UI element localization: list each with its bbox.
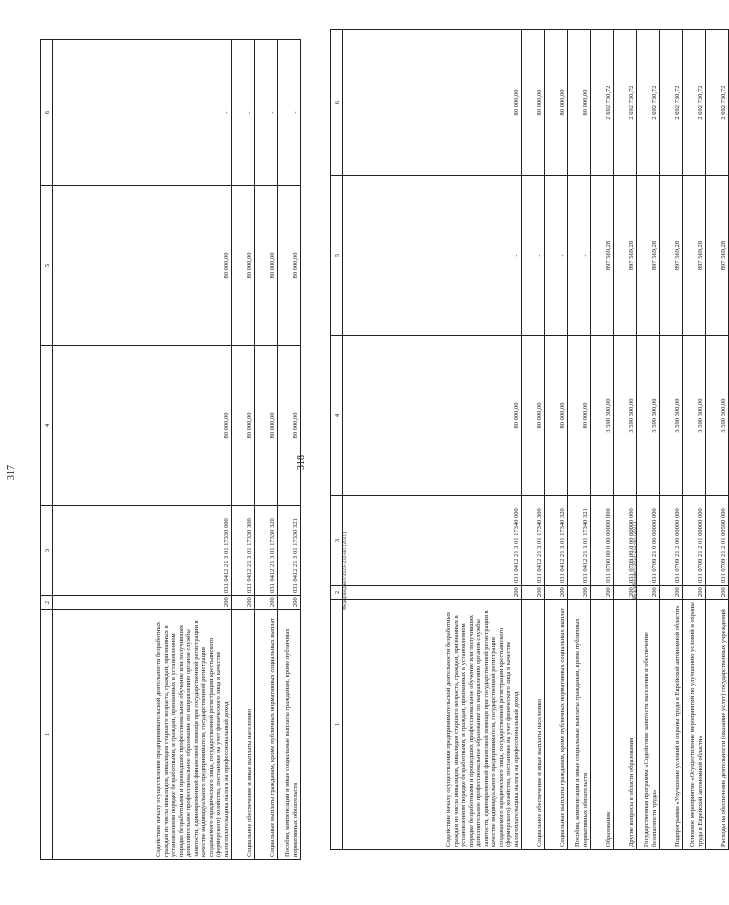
row-col2: 200 — [660, 586, 683, 600]
row-col6: - — [232, 40, 255, 186]
budget-table — [330, 29, 729, 850]
table-row — [706, 30, 729, 850]
row-name: Пособия, компенсации и иные социальные выплаты гражданам, кроме публичных нормативных обязательств — [568, 600, 591, 850]
row-name: Основное мероприятие «Осуществление мероприятий по улучшению условий и охраны труда в Еврейской автономной области» — [683, 600, 706, 850]
row-col5: 80 000,00 — [232, 186, 255, 346]
row-col4: 80 000,00 — [343, 336, 522, 496]
row-code: 031 0412 21 3 01 17340 320 — [545, 496, 568, 586]
row-col2: 200 — [591, 586, 614, 600]
row-name: Социальные выплаты гражданам, кроме публичных нормативных социальных выплат — [545, 600, 568, 850]
header-col-3: 3 — [41, 506, 53, 596]
row-col4: 80 000,00 — [568, 336, 591, 496]
table-row — [522, 30, 545, 850]
row-code: 031 0709 21 2 00 00000 000 — [660, 496, 683, 586]
page-footer: Федорбюджет/2023-232-нп (2021) — [343, 531, 348, 610]
row-name: Социальные выплаты гражданам, кроме публичных нормативных социальных выплат — [255, 610, 278, 860]
row-col4: 3 590 300,00 — [637, 336, 660, 496]
row-col4: 80 000,00 — [232, 346, 255, 506]
row-code: 031 0700 00 0 00 00000 000 — [591, 496, 614, 586]
table-row — [255, 40, 278, 860]
header-row — [331, 30, 343, 850]
row-col5: 897 569,28 — [706, 176, 729, 336]
row-col6: 2 692 730,72 — [614, 30, 637, 176]
row-col6: - — [53, 40, 232, 186]
row-col4: 80 000,00 — [278, 346, 301, 506]
table-row — [591, 30, 614, 850]
page-317 — [6, 40, 348, 860]
row-col2: 200 — [545, 586, 568, 600]
header-col-6: 6 — [331, 30, 343, 176]
row-code: 031 0709 00 0 00 00000 000 — [614, 496, 637, 586]
budget-table — [40, 39, 301, 860]
table-row — [568, 30, 591, 850]
header-col-1: 1 — [41, 610, 53, 860]
row-col4: 3 590 300,00 — [706, 336, 729, 496]
row-col4: 80 000,00 — [522, 336, 545, 496]
header-col-1: 1 — [331, 600, 343, 850]
row-col5: - — [545, 176, 568, 336]
row-col4: 80 000,00 — [53, 346, 232, 506]
row-col5: 897 569,28 — [683, 176, 706, 336]
header-col-5: 5 — [331, 176, 343, 336]
row-col6: 2 692 730,72 — [660, 30, 683, 176]
row-col4: 3 590 300,00 — [591, 336, 614, 496]
row-col5: - — [522, 176, 545, 336]
row-col2: 200 — [232, 596, 255, 610]
header-col-4: 4 — [331, 336, 343, 496]
page-318 — [296, 30, 727, 850]
row-col2: 200 — [53, 596, 232, 610]
row-col6: 80 000,00 — [522, 30, 545, 176]
row-code: 031 0709 21 2 01 00000 000 — [683, 496, 706, 586]
row-col5: - — [343, 176, 522, 336]
row-col2: 200 — [706, 586, 729, 600]
table-row — [278, 40, 301, 860]
row-name: Содействие началу осуществления предпринимательской деятельности безработных граждан из числа инвалидов, инвалидов старшего возраста, граждан, признанных в установленном порядке безработными, и граждан, признанных в установленном порядке безработными и прошедших профессиональное обучение или получивших дополнительное профессиональное образование по направлению органов службы занятости, единовременной финансовой помощи при государственной регистрации в качестве индивидуального предпринимателя, государственной регистрации создаваемого юридического лица, государственной регистрации крестьянского (фермерского) хозяйства, постановке на учет физического лица в качестве налогоплательщика налога на профессиональный доход — [53, 610, 232, 860]
table-row — [232, 40, 255, 860]
row-name: Содействие началу осуществления предпринимательской деятельности безработных граждан из числа инвалидов, инвалидов старшего возраста, граждан, признанных в установленном порядке безработными, и граждан, признанных в установленном порядке безработными и прошедших профессиональное обучение или получивших дополнительное профессиональное образование по направлению органов службы занятости, единовременной финансовой помощи при государственной регистрации в качестве индивидуального предпринимателя, государственной регистрации создаваемого юридического лица, государственной регистрации крестьянского (фермерского) хозяйства, постановке на учет физического лица в качестве налогоплательщика налога на профессиональный доход — [343, 600, 522, 850]
row-col6: 2 692 730,72 — [706, 30, 729, 176]
row-code: 031 0412 21 3 01 17340 000 — [343, 496, 522, 586]
row-name: Социальное обеспечение и иные выплаты населению — [232, 610, 255, 860]
row-code: 031 0412 21 3 01 17330 321 — [278, 506, 301, 596]
table-row — [637, 30, 660, 850]
table-row — [343, 30, 522, 850]
header-col-2: 2 — [331, 586, 343, 600]
row-code: 031 0412 21 3 01 17330 320 — [255, 506, 278, 596]
row-name: Другие вопросы в области образования — [614, 600, 637, 850]
row-col6: 2 692 730,72 — [591, 30, 614, 176]
row-col4: 3 590 300,00 — [683, 336, 706, 496]
header-col-6: 6 — [41, 40, 53, 186]
header-col-4: 4 — [41, 346, 53, 506]
row-col4: 3 590 300,00 — [660, 336, 683, 496]
row-name: Расходы на обеспечение деятельности (оказание услуг) государственных учреждений — [706, 600, 729, 850]
row-col6: 80 000,00 — [545, 30, 568, 176]
header-col-3: 3 — [331, 496, 343, 586]
row-code: 031 0412 21 3 01 17330 000 — [53, 506, 232, 596]
header-row — [41, 40, 53, 860]
table-row — [53, 40, 232, 860]
table-row — [614, 30, 637, 850]
row-name: Пособия, компенсации и иные социальные выплаты гражданам, кроме публичных нормативных обязательств — [278, 610, 301, 860]
table-row — [683, 30, 706, 850]
page-number: 317 — [6, 465, 17, 480]
row-code: 031 0412 21 3 01 17330 300 — [232, 506, 255, 596]
page-number: 318 — [296, 455, 307, 470]
row-code: 031 0412 21 3 01 17340 321 — [568, 496, 591, 586]
row-col5: 897 569,28 — [614, 176, 637, 336]
table-row — [545, 30, 568, 850]
row-col4: 80 000,00 — [545, 336, 568, 496]
row-col6: 80 000,00 — [343, 30, 522, 176]
row-col2: 200 — [343, 586, 522, 600]
row-col2: 200 — [568, 586, 591, 600]
row-col6: - — [278, 40, 301, 186]
row-col6: 2 692 730,72 — [637, 30, 660, 176]
row-col2: 200 — [522, 586, 545, 600]
row-code: 031 0709 21 0 00 00000 000 — [637, 496, 660, 586]
row-name: Государственная программа «Содействие занятости населения и обеспечение безопасности труда» — [637, 600, 660, 850]
row-name: Социальное обеспечение и иные выплаты населению — [522, 600, 545, 850]
row-col5: - — [568, 176, 591, 336]
row-code: 031 0709 21 2 01 00590 000 — [706, 496, 729, 586]
header-col-5: 5 — [41, 186, 53, 346]
row-col2: 200 — [614, 586, 637, 600]
header-col-2: 2 — [41, 596, 53, 610]
row-col5: 897 569,28 — [660, 176, 683, 336]
row-col5: 80 000,00 — [255, 186, 278, 346]
row-col5: 80 000,00 — [53, 186, 232, 346]
row-code: 031 0412 21 3 01 17340 300 — [522, 496, 545, 586]
row-col4: 80 000,00 — [255, 346, 278, 506]
row-col5: 897 569,28 — [637, 176, 660, 336]
row-col2: 200 — [637, 586, 660, 600]
row-name: Подпрограмма «Улучшение условий и охраны труда в Еврейской автономной области» — [660, 600, 683, 850]
row-col6: 80 000,00 — [568, 30, 591, 176]
row-col6: 2 692 730,72 — [683, 30, 706, 176]
row-col5: 897 569,28 — [591, 176, 614, 336]
row-col6: - — [255, 40, 278, 186]
row-col5: 80 000,00 — [278, 186, 301, 346]
row-col4: 3 590 300,00 — [614, 336, 637, 496]
row-col2: 200 — [255, 596, 278, 610]
row-col2: 200 — [683, 586, 706, 600]
row-name: Образование — [591, 600, 614, 850]
page-footer: Федорбюджет/2023-232-нп (2021) — [633, 521, 638, 600]
table-row — [660, 30, 683, 850]
row-col2: 200 — [278, 596, 301, 610]
